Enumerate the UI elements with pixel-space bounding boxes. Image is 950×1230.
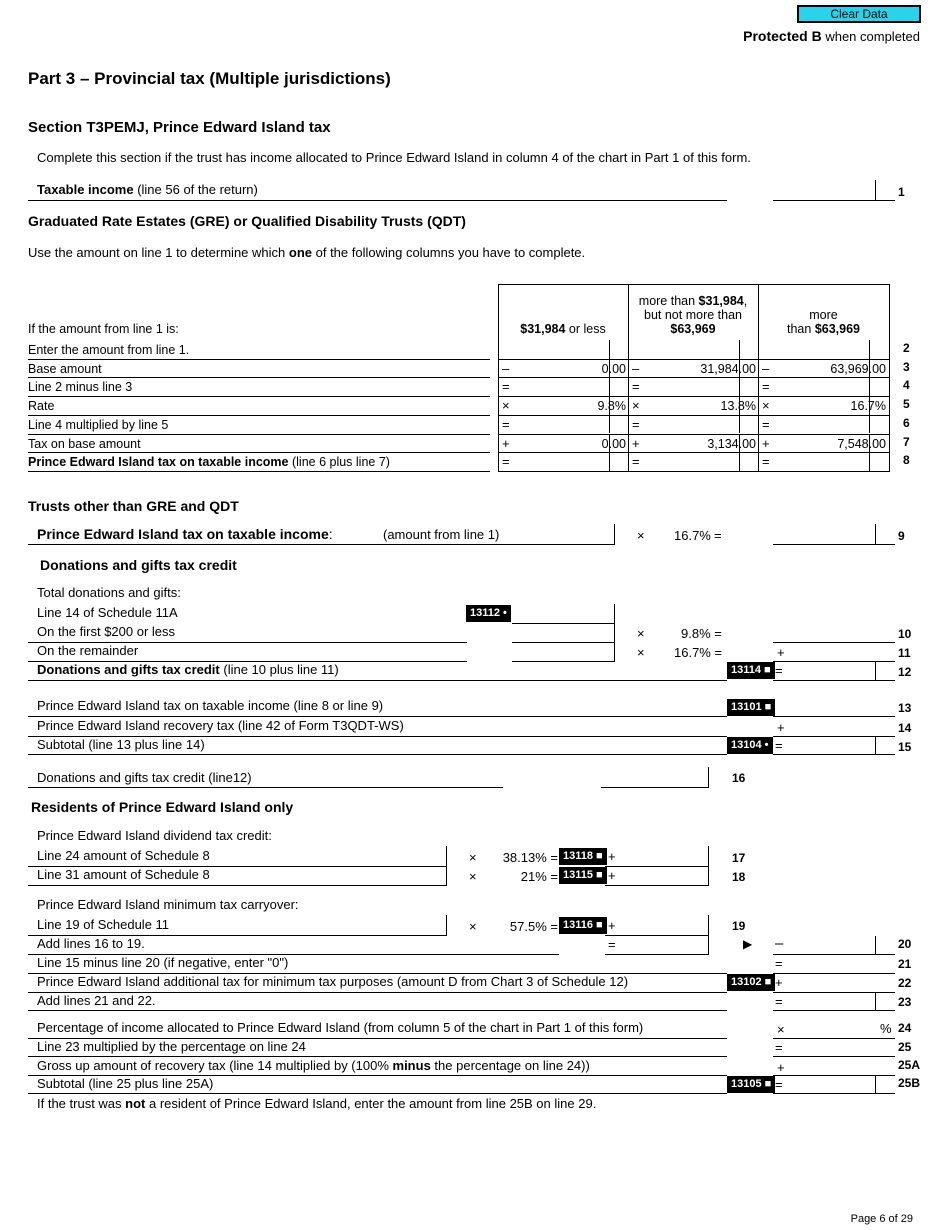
line20-minus: –: [775, 935, 784, 952]
table-cell-op: =: [762, 379, 770, 395]
code-13102: 13102 ■: [727, 974, 775, 991]
col2-header-l3: $63,969: [670, 322, 716, 336]
table-row-number: 8: [903, 453, 910, 468]
line9-field[interactable]: [773, 544, 895, 545]
table-cell-rule: [498, 452, 890, 453]
line20-number: 20: [898, 937, 912, 951]
line25a-number: 25A: [898, 1058, 921, 1072]
line1-field[interactable]: [773, 200, 895, 201]
table-cell-op: +: [502, 435, 510, 451]
table-row-label-text: Rate: [28, 399, 55, 414]
table-cell-op: –: [762, 360, 770, 376]
table-cell-value: 9.8%: [597, 399, 626, 414]
line18-rate: 21% =: [520, 869, 558, 884]
table-cell-value: 7,548.00: [837, 436, 886, 451]
line16-label: Donations and gifts tax credit (line12): [37, 770, 252, 785]
code-13118: 13118 ■: [559, 848, 607, 865]
col3-header: [758, 308, 889, 336]
line12-field[interactable]: [773, 680, 895, 681]
table-cell-value: 0.00: [601, 361, 626, 376]
line25-number: 25: [898, 1040, 912, 1054]
table-row-label: [28, 380, 132, 394]
line25a-plus: +: [777, 1060, 785, 1075]
line12-eq: =: [775, 663, 783, 678]
if-amount-label: If the amount from line 1 is:: [28, 322, 179, 336]
table-cell-op: –: [632, 360, 640, 376]
use-amount-pre: Use the amount on line 1 to determine which: [28, 245, 289, 260]
line25a-post: the percentage on line 24)): [430, 1058, 590, 1073]
col2-header-l1-pre: more than: [638, 294, 699, 308]
table-row-label-text: Enter the amount from line 1.: [28, 343, 190, 357]
line21-eq: =: [775, 956, 783, 971]
table-row-number: 2: [903, 341, 910, 355]
use-amount-bold: one: [288, 245, 312, 260]
line18-field[interactable]: [605, 885, 709, 886]
line23-field[interactable]: [773, 1010, 895, 1011]
table-cell-op: =: [502, 454, 510, 470]
donations-credit-rule: [28, 680, 727, 681]
code-13115: 13115 ■: [559, 867, 607, 884]
table-cell-value: 13.8%: [720, 399, 756, 414]
table-row-rule: [28, 471, 490, 472]
line16-field[interactable]: [601, 787, 709, 788]
line16-number: 16: [732, 771, 746, 785]
line17-number: 17: [732, 851, 746, 865]
note-bold: not: [125, 1096, 146, 1111]
line20-label: Add lines 16 to 19.: [37, 936, 145, 951]
col3-header-l2-pre: than: [787, 322, 815, 336]
line25a-bold: minus: [392, 1058, 431, 1073]
code-13104: 13104 •: [727, 737, 773, 754]
code-13116: 13116 ■: [559, 917, 607, 934]
line13-number: 13: [898, 701, 912, 715]
table-row-label-bold: Prince Edward Island tax on taxable income: [28, 455, 289, 470]
table-row-label: [28, 399, 54, 413]
table-cell-op: =: [502, 379, 510, 395]
col1-header-bold: $31,984: [520, 322, 566, 336]
table-row-label-text: Base amount: [28, 361, 102, 376]
first-200-label: On the first $200 or less: [37, 624, 176, 639]
col2-header: [628, 294, 758, 336]
col2-header-l1-bold: $31,984: [698, 294, 744, 308]
table-cell-value: 0.00: [601, 436, 626, 451]
line18-label: Line 31 amount of Schedule 8: [37, 867, 210, 882]
table-row-label: [28, 418, 168, 432]
line19-rate: 57.5% =: [509, 919, 558, 934]
table-row-label: [28, 362, 102, 376]
dividend-divider: [446, 846, 447, 885]
line25b-divider: [875, 1075, 876, 1093]
line25-eq: =: [775, 1040, 783, 1055]
line18-plus: +: [608, 868, 616, 883]
line1-label: [37, 182, 258, 197]
line19-label: Line 19 of Schedule 11: [37, 917, 170, 932]
line25-label: Line 23 multiplied by the percentage on line 24: [37, 1039, 306, 1054]
line14-sched-label: Line 14 of Schedule 11A: [37, 605, 178, 620]
line24-field[interactable]: [773, 1038, 895, 1039]
line25b-rule: [28, 1093, 727, 1094]
line20-eq: =: [608, 937, 616, 952]
table-cell-rule: [498, 471, 890, 472]
table-row-label-text: Line 2 minus line 3: [28, 380, 133, 395]
line20-sum-field[interactable]: [605, 954, 709, 955]
line22-number: 22: [898, 976, 912, 990]
residents-heading: Residents of Prince Edward Island only: [31, 799, 294, 815]
line16-rule: [28, 787, 503, 788]
table-row-rule: [28, 377, 490, 378]
line9-amount-label: (amount from line 1): [383, 527, 500, 542]
col2-header-l2: but not more than: [644, 308, 742, 322]
line23-divider: [875, 992, 876, 1010]
line25b-field[interactable]: [773, 1093, 895, 1094]
rem-rate: 16.7% =: [674, 645, 723, 660]
line13-rule: [28, 716, 727, 717]
table-cents-divider: [609, 415, 610, 434]
table-cents-divider: [609, 377, 610, 396]
line19-divider-left: [446, 915, 447, 935]
table-row-label: [28, 343, 189, 357]
line23-rule: [28, 1010, 727, 1011]
line1-field-divider: [875, 180, 876, 200]
table-cents-divider: [869, 340, 870, 359]
code-13114: 13114 ■: [727, 662, 775, 679]
line17-rate: 38.13% =: [502, 850, 558, 865]
line9-rule: [28, 544, 615, 545]
table-cell-op: ×: [762, 398, 770, 414]
line14-number: 14: [898, 721, 912, 735]
col3-header-l1: more: [809, 308, 838, 322]
line9-label-rest: :: [328, 526, 333, 542]
line16-divider: [708, 767, 709, 787]
line15-field[interactable]: [773, 754, 895, 755]
line23-eq: =: [775, 994, 783, 1009]
table-row-rule: [28, 396, 490, 397]
table-cell-op: +: [632, 435, 640, 451]
table-cell-op: =: [762, 454, 770, 470]
line9-op: ×: [637, 528, 645, 543]
table-cell-value: 3,134.00: [707, 436, 756, 451]
first-op: ×: [637, 626, 645, 641]
first-200-field[interactable]: [512, 642, 615, 643]
line13-label: Prince Edward Island tax on taxable income (line 8 or line 9): [37, 698, 384, 713]
table-cents-divider: [739, 340, 740, 359]
line24-op: ×: [777, 1022, 785, 1037]
col2-header-l1-post: ,: [743, 294, 748, 308]
table-row-number: 7: [903, 434, 910, 449]
line15-eq: =: [775, 738, 783, 753]
table-row-number: 4: [903, 378, 910, 393]
col3-header-l2-bold: $63,969: [814, 322, 860, 336]
line21-field[interactable]: [773, 973, 895, 974]
note-pre: If the trust was: [37, 1096, 126, 1111]
line19-plus: +: [608, 918, 616, 933]
table-cell-op: +: [762, 435, 770, 451]
use-amount-post: of the following columns you have to complete.: [312, 245, 586, 260]
line17-op: ×: [469, 850, 477, 865]
rem-op: ×: [637, 645, 645, 660]
table-row-number: 6: [903, 415, 910, 430]
protected-label: [743, 28, 920, 44]
donations-total-field[interactable]: [512, 623, 615, 624]
line21-label: Line 15 minus line 20 (if negative, enter "0"): [37, 955, 289, 970]
table-cents-divider: [739, 452, 740, 471]
line10-number: 10: [898, 627, 912, 641]
line9-rate: 16.7%: [674, 528, 711, 543]
donations-divider: [614, 604, 615, 662]
table-cell-op: =: [632, 454, 640, 470]
table-cents-divider: [609, 340, 610, 359]
table-cell-rule: [498, 415, 890, 416]
line15-rule: [28, 754, 727, 755]
trusts-heading: Trusts other than GRE and QDT: [28, 498, 239, 514]
table-cell-rule: [498, 434, 890, 435]
col1-header-rest: or less: [565, 322, 606, 336]
table-cents-divider: [869, 452, 870, 471]
line14-field[interactable]: [773, 736, 895, 737]
table-cents-divider: [869, 377, 870, 396]
table-row-label: [28, 437, 141, 451]
line24-label: Percentage of income allocated to Prince Edward Island (from column 5 of the chart in Part 1 of this form): [37, 1020, 644, 1035]
line17-label: Line 24 amount of Schedule 8: [37, 848, 210, 863]
code-13101: 13101 ■: [727, 699, 775, 716]
table-cell-rule: [498, 359, 890, 360]
line19-op: ×: [469, 919, 477, 934]
use-amount-text: [28, 245, 585, 260]
table-row-rule: [28, 359, 490, 360]
table-cell-rule: [498, 396, 890, 397]
line21-number: 21: [898, 957, 912, 971]
line24-pct: %: [880, 1021, 892, 1036]
table-cell-op: =: [762, 416, 770, 432]
non-resident-note: [37, 1096, 596, 1111]
first-rate: 9.8% =: [681, 626, 722, 641]
line25-rule: [28, 1056, 727, 1057]
table-cell-rule: [498, 377, 890, 378]
donations-total-label: Total donations and gifts:: [37, 585, 181, 600]
remainder-field[interactable]: [512, 661, 615, 662]
line14-label: Prince Edward Island recovery tax (line 42 of Form T3QDT-WS): [37, 718, 404, 733]
line11-field[interactable]: [773, 661, 895, 662]
table-row-rule: [28, 452, 490, 453]
table-row-number: 3: [903, 359, 910, 374]
table-cell-op: =: [632, 379, 640, 395]
line23-label: Add lines 21 and 22.: [37, 993, 156, 1008]
remainder-label: On the remainder: [37, 643, 139, 658]
protected-suffix: when completed: [821, 29, 920, 44]
part-title: Part 3 – Provincial tax (Multiple jurisdictions): [28, 69, 391, 88]
line22-label: Prince Edward Island additional tax for minimum tax purposes (amount D from Chart 3 of Schedule 12): [37, 974, 629, 989]
line19-divider: [708, 915, 709, 955]
line25b-eq: =: [775, 1077, 783, 1092]
line15-divider: [875, 736, 876, 754]
line25b-label: Subtotal (line 25 plus line 25A): [37, 1076, 214, 1091]
line20-field[interactable]: [773, 954, 895, 955]
line19-number: 19: [732, 919, 746, 933]
line24-number: 24: [898, 1021, 912, 1035]
line15-label: Subtotal (line 13 plus line 14): [37, 737, 205, 752]
code-13105: 13105 ■: [727, 1076, 775, 1093]
line22-field[interactable]: [773, 992, 895, 993]
line1-label-rest: (line 56 of the return): [133, 182, 258, 197]
table-row-label-text: Tax on base amount: [28, 436, 141, 451]
donations-heading: Donations and gifts tax credit: [40, 557, 237, 573]
line17-plus: +: [608, 849, 616, 864]
line13-field[interactable]: [773, 716, 895, 717]
table-cents-divider: [609, 452, 610, 471]
col1-header: [498, 322, 628, 336]
line1-number: 1: [898, 185, 905, 199]
line20-divider: [875, 936, 876, 954]
line14-plus: +: [777, 720, 785, 735]
page-number: Page 6 of 29: [850, 1213, 913, 1225]
gre-heading: Graduated Rate Estates (GRE) or Qualified Disability Trusts (QDT): [28, 213, 466, 229]
carryover-title: Prince Edward Island minimum tax carryover:: [37, 897, 299, 912]
line19-field[interactable]: [605, 935, 709, 936]
table-cell-op: –: [502, 360, 510, 376]
protected-b: Protected B: [743, 28, 822, 44]
section-title: Section T3PEMJ, Prince Edward Island tax: [28, 119, 331, 136]
table-cell-op: ×: [502, 398, 510, 414]
line20-arrow-icon: ▶: [743, 937, 753, 951]
line18-number: 18: [732, 870, 746, 884]
line15-number: 15: [898, 740, 912, 754]
table-cents-divider: [739, 377, 740, 396]
line12-divider: [875, 662, 876, 680]
table-row-label: [28, 455, 390, 469]
lines17-18-divider: [708, 846, 709, 885]
dividend-title: Prince Edward Island dividend tax credit:: [37, 828, 272, 843]
table-row-number: 5: [903, 397, 910, 412]
line9-divider: [614, 524, 615, 544]
line22-plus: +: [775, 975, 783, 990]
table-cents-divider: [869, 415, 870, 434]
line25b-number: 25B: [898, 1076, 921, 1090]
code-13112: 13112 •: [466, 605, 511, 622]
line25-field[interactable]: [773, 1056, 895, 1057]
table-cell-value: 31,984.00: [700, 361, 756, 376]
line18-op: ×: [469, 869, 477, 884]
line11-number: 11: [898, 646, 911, 660]
line9-number: 9: [898, 529, 905, 543]
line9-label: [37, 526, 333, 542]
line23-number: 23: [898, 995, 912, 1009]
line25a-field[interactable]: [773, 1075, 895, 1076]
table-cents-divider: [739, 415, 740, 434]
table-cell-value: 16.7%: [850, 399, 886, 414]
table-cell-op: ×: [632, 398, 640, 414]
line18-rule: [28, 885, 447, 886]
note-post: a resident of Prince Edward Island, enter the amount from line 25B on line 29.: [145, 1096, 597, 1111]
clear-data-button[interactable]: Clear Data: [797, 5, 921, 23]
line11-plus: +: [777, 645, 785, 660]
line10-field[interactable]: [773, 642, 895, 643]
table-cell-op: =: [632, 416, 640, 432]
table-row-rule: [28, 415, 490, 416]
donations-credit-rest: (line 10 plus line 11): [219, 662, 339, 677]
donations-credit-label: [37, 662, 339, 677]
donations-credit-bold: Donations and gifts tax credit: [37, 662, 220, 677]
line9-field-divider: [875, 524, 876, 544]
line25a-label: [37, 1058, 590, 1073]
line1-label-bold: Taxable income: [37, 182, 134, 197]
table-row-label-text: (line 6 plus line 7): [288, 455, 390, 470]
intro-text: Complete this section if the trust has income allocated to Prince Edward Island in column 4 of the chart in Part 1 of this form.: [37, 150, 751, 165]
line12-number: 12: [898, 665, 912, 679]
table-cell-value: 63,969.00: [830, 361, 886, 376]
table-cell-op: =: [502, 416, 510, 432]
table-row-label-text: Line 4 multiplied by line 5: [28, 417, 169, 432]
line1-rule: [28, 200, 727, 201]
table-row-rule: [28, 434, 490, 435]
line9-label-bold: Prince Edward Island tax on taxable income: [37, 526, 329, 542]
line9-eq: =: [714, 528, 722, 543]
line17-field[interactable]: [605, 866, 709, 867]
line25a-pre: Gross up amount of recovery tax (line 14 multiplied by (100%: [37, 1058, 393, 1073]
